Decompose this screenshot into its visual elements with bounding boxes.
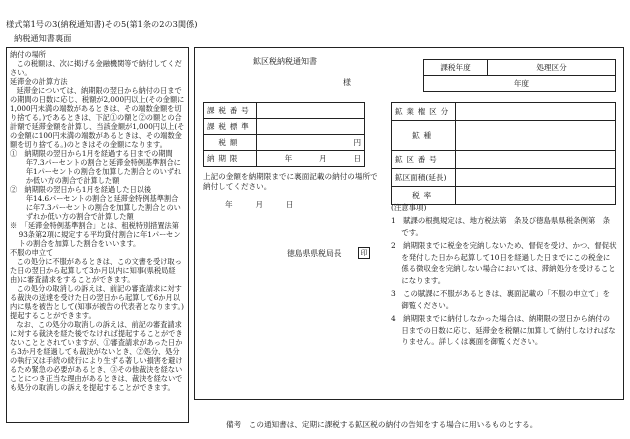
appeal-heading: 不服の申立て [10, 248, 54, 257]
division-label: 処理区分 [488, 60, 616, 76]
tax-basis-value [256, 119, 364, 135]
late-fee-item1-label: ① 納期限の翌日から1月を経過する日までの期間 [10, 149, 173, 158]
special-rate-note: ※ 「延滞金特例基準割合」とは、租税特別措置法第93条第2項に規定する平均貸付割合に年1パーセントの割合を加算した割合をいいます。 [10, 221, 181, 248]
mine-number-value [456, 151, 616, 169]
back-side-panel [6, 47, 189, 423]
due-date-label: 納期限 [204, 151, 257, 167]
notice-panel [194, 47, 624, 400]
mineral-type-label: 鉱種 [392, 121, 456, 151]
due-month-char: 月 [319, 153, 327, 163]
issue-day-char: 日 [285, 200, 294, 209]
due-year-char: 年 [284, 153, 293, 163]
note-item-3: 3 この賦課に不服があるときは、裏面記載の「不服の申立て」を御覧ください。 [391, 289, 611, 310]
form-title: 様式第1号の3(納税通知書)その5(第1条の2の3関係) [6, 19, 198, 29]
area-value [456, 169, 616, 187]
late-fee-heading: 延滞金の計算方法 [10, 77, 68, 86]
tax-basis-label: 課税標準 [204, 119, 257, 135]
late-fee-text: 延滞金については、納期限の翌日から納付の日までの期間の日数に応じ、税額が2,000円以上(その金額に1,000円未満の端数があるときは、その端数金額を切り捨てる。)であるときは、下記①の額と②の額との合計額で延滞金額を計算し、当該金額が1,000円以上(その金額に100円未満の端数があるときは、その端数金額を切り捨てる。)のときはその金額になります。 [10, 86, 185, 149]
late-fee-item1-text: 年7.3パーセントの割合と延滞金特例基準割合に年1パーセントの割合を加算した割合とのいずれか低い方の割合で計算した額 [25, 158, 182, 185]
note-item-2: 2 納期限までに税金を完納しないため、督促を受け、かつ、督促状を発付した日から起算して10日を経過した日までにこの税金に係る徴収金を完納しない場合においては、滞納処分を受けることになります。 [391, 241, 617, 285]
year-division-table [423, 59, 616, 92]
footer-note: 備考 この通知書は、定期に課税する鉱区税の納付の告知をする場合に用いるものとする。 [226, 420, 538, 429]
year-label: 課税年度 [424, 60, 488, 76]
note-item-4: 4 納期限までに納付しなかった場合は、納期限の翌日から納付の日までの日数に応じ、延滞金を税額に加算して納付しなければなりません。詳しくは裏面を御覧ください。 [391, 314, 616, 347]
mine-number-label: 鉱区番号 [392, 151, 456, 169]
mining-right-holder-value [456, 103, 616, 121]
mineral-type-value [456, 121, 616, 151]
mining-info-table [391, 102, 616, 205]
payment-instruction: 上記の金額を納期限までに裏面記載の納付の場所で納付してください。 [203, 172, 378, 192]
tax-number-label: 課税番号 [204, 103, 257, 119]
addressee-suffix: 様 [343, 78, 351, 87]
late-fee-item2-label: ② 納期限の翌日から1月を経過した日以後 [10, 185, 152, 194]
tax-info-table [203, 102, 365, 167]
back-caption: 納税通知書裏面 [14, 33, 72, 43]
appeal-text: この処分に不服があるときは、この文書を受け取った日の翌日から起算して3か月以内に知事(県税局経由)に審査請求をすることができます。 [10, 257, 182, 284]
payment-place-heading: 納付の場所 [10, 50, 46, 59]
notes-section [391, 202, 617, 350]
issue-date [225, 200, 293, 209]
issue-month-char: 月 [255, 200, 264, 209]
tax-rate-label: 税率 [392, 187, 456, 205]
official-seal: 印 [358, 247, 370, 259]
mining-right-holder-label: 鉱業権区分 [392, 103, 456, 121]
issue-year-char: 年 [225, 200, 233, 209]
tax-number-value [256, 103, 364, 119]
issuer-name: 徳島県県税局長 [287, 249, 342, 258]
year-unit: 年度 [424, 76, 616, 92]
area-label: 鉱区面積(延長) [392, 169, 456, 187]
notice-title: 鉱区税納税通知書 [253, 57, 317, 66]
tax-amount-label: 税額 [204, 135, 257, 151]
due-day-char: 日 [353, 153, 362, 163]
note-item-1: 1 賦課の根拠規定は、地方税法第 条及び徳島県県税条例第 条です。 [391, 216, 611, 237]
notes-heading: (注意事項) [391, 203, 427, 212]
lawsuit-text: この処分の取消しの訴えは、前記の審査請求に対する裁決の送達を受けた日の翌日から起算して6か月以内に県を被告として(知事が被告の代表者となります。)提起することができます。 [10, 284, 184, 320]
lawsuit-text-2: なお、この処分の取消しの訴えは、前記の審査請求に対する裁決を経た後でなければ提起することができないこととされていますが、①審査請求があった日から3か月を経過しても裁決がないとき、②処分、処分の執行又は手続の続行により生ずる著しい損害を避けるため緊急の必要があるとき、③その他裁決を経ないことにつき正当な理由があるときは、裁決を経ないでも処分の取消しの訴えを提起することができます。 [10, 320, 183, 392]
tax-amount-yen: 円 [256, 135, 364, 151]
late-fee-item2-text: 年14.6パーセントの割合と延滞金特例基準割合に年7.3パーセントの割合を加算した割合とのいずれか低い方の割合で計算した額 [25, 194, 181, 221]
payment-place-text: この税額は、次に掲げる金融機関等で納付してください。 [10, 59, 182, 77]
